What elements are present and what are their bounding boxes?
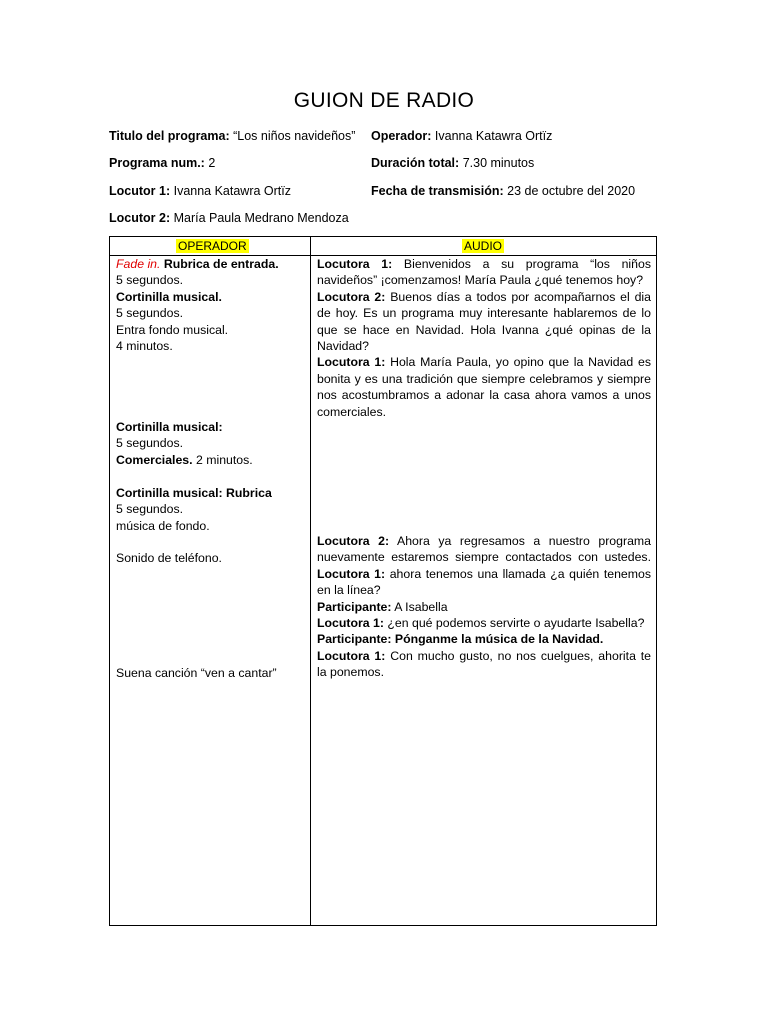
operator-line: Suena canción “ven a cantar” xyxy=(116,666,277,680)
comerciales-duration: 2 minutos. xyxy=(195,452,253,467)
dialogue-line xyxy=(317,599,651,615)
program-title-line xyxy=(109,129,355,143)
speaker-label: Participante: xyxy=(317,632,392,647)
audio-block-1 xyxy=(317,256,651,420)
rubrica-entrada-text: Rubrica de entrada. xyxy=(163,257,279,271)
operator-line: 4 minutos. xyxy=(116,339,173,354)
fade-in-text: Fade in. xyxy=(116,257,161,271)
program-title-label: Titulo del programa: xyxy=(109,129,230,143)
duration-line xyxy=(371,156,534,170)
operator-line: música de fondo. xyxy=(116,518,210,533)
announcer-2-value: María Paula Medrano Mendoza xyxy=(173,211,349,225)
speaker-label: Locutora 1: xyxy=(317,616,384,631)
speaker-label: Locutora 1: xyxy=(317,648,386,663)
announcer-1-value: Ivanna Katawra Ortïz xyxy=(173,184,292,198)
dialogue-text: Buenos días a todos por acompañarnos el dia de hoy. Es un programa muy interesante hablaremos de lo que se hace en Navidad. Hola Ivanna ¿qué opinas de la Navidad? xyxy=(317,289,651,354)
dialogue-text: Ahora ya regresamos a nuestro programa nuevamente estaremos siempre contactados con ustedes. xyxy=(317,534,651,565)
audio-block-2 xyxy=(317,533,651,681)
program-number-value: 2 xyxy=(208,156,216,170)
script-table xyxy=(109,236,657,926)
operator-line: Sonido de teléfono. xyxy=(116,551,222,565)
speaker-label: Locutora 2: xyxy=(317,534,390,548)
operator-block-4 xyxy=(116,550,306,566)
dialogue-line xyxy=(317,533,651,599)
operator-line xyxy=(116,452,306,468)
document-title: GUION DE RADIO xyxy=(293,89,475,112)
broadcast-date-label: Fecha de transmisión: xyxy=(371,184,504,198)
duration-label: Duración total: xyxy=(371,156,460,170)
announcer-2-line xyxy=(109,211,349,225)
operator-block-1 xyxy=(116,256,306,354)
program-number-line xyxy=(109,156,215,170)
operator-line: Cortinilla musical. xyxy=(116,289,222,304)
dialogue-text: Bienvenidos a su programa “los niños navideños” ¡comenzamos! María Paula ¿qué tenemos hoy? xyxy=(317,257,651,288)
operator-line: Cortinilla musical: xyxy=(116,420,223,434)
operator-block-5 xyxy=(116,665,306,681)
program-number-label: Programa num.: xyxy=(109,156,205,170)
dialogue-text: ¿en qué podemos servirte o ayudarte Isabella? xyxy=(387,616,645,631)
operator-line xyxy=(371,129,552,143)
dialogue-text: Pónganme la música de la Navidad. xyxy=(394,632,604,647)
announcer-1-label: Locutor 1: xyxy=(109,184,171,198)
announcer-1-line xyxy=(109,184,291,198)
dialogue-text: ahora tenemos una llamada ¿a quién tenemos en la línea? xyxy=(317,566,651,598)
program-title-value: “Los niños navideños” xyxy=(233,129,356,143)
speaker-label: Locutora 1: xyxy=(317,355,386,370)
operator-line: 5 segundos. xyxy=(116,306,184,321)
broadcast-date-value: 23 de octubre del 2020 xyxy=(507,184,636,198)
dialogue-text: A Isabella xyxy=(394,599,448,614)
operator-line: 5 segundos. xyxy=(116,273,184,288)
operator-line: 5 segundos. xyxy=(116,502,184,517)
dialogue-line xyxy=(317,289,651,355)
dialogue-line xyxy=(317,631,651,647)
operator-column-header: OPERADOR xyxy=(178,239,247,253)
dialogue-line xyxy=(317,256,651,289)
announcer-2-label: Locutor 2: xyxy=(109,211,171,225)
comerciales-label: Comerciales. xyxy=(116,452,193,467)
duration-value: 7.30 minutos xyxy=(462,156,535,170)
operator-line xyxy=(116,256,306,272)
dialogue-text: Hola María Paula, yo opino que la Navidad es bonita y es una tradición que siempre celebramos y siempre nos acostumbramos a adonar la casa ahora vamos a unos comerciales. xyxy=(317,355,651,419)
dialogue-line xyxy=(317,615,651,631)
column-divider xyxy=(310,237,311,925)
speaker-label: Participante: xyxy=(317,599,392,614)
speaker-label: Locutora 1: xyxy=(317,566,386,581)
audio-column-header: AUDIO xyxy=(464,239,503,253)
operator-label: Operador: xyxy=(371,129,432,143)
operator-line: Cortinilla musical: Rubrica xyxy=(116,486,272,500)
operator-block-3 xyxy=(116,485,306,534)
broadcast-date-line xyxy=(371,184,635,198)
operator-block-2 xyxy=(116,419,306,468)
speaker-label: Locutora 2: xyxy=(317,289,386,304)
speaker-label: Locutora 1: xyxy=(317,257,393,271)
operator-line: Entra fondo musical. xyxy=(116,322,229,337)
operator-line: 5 segundos. xyxy=(116,436,184,451)
operator-value: Ivanna Katawra Ortïz xyxy=(434,129,553,143)
dialogue-line xyxy=(317,354,651,420)
dialogue-line xyxy=(317,648,651,681)
dialogue-text: Con mucho gusto, no nos cuelgues, ahorita te la ponemos. xyxy=(317,648,651,680)
